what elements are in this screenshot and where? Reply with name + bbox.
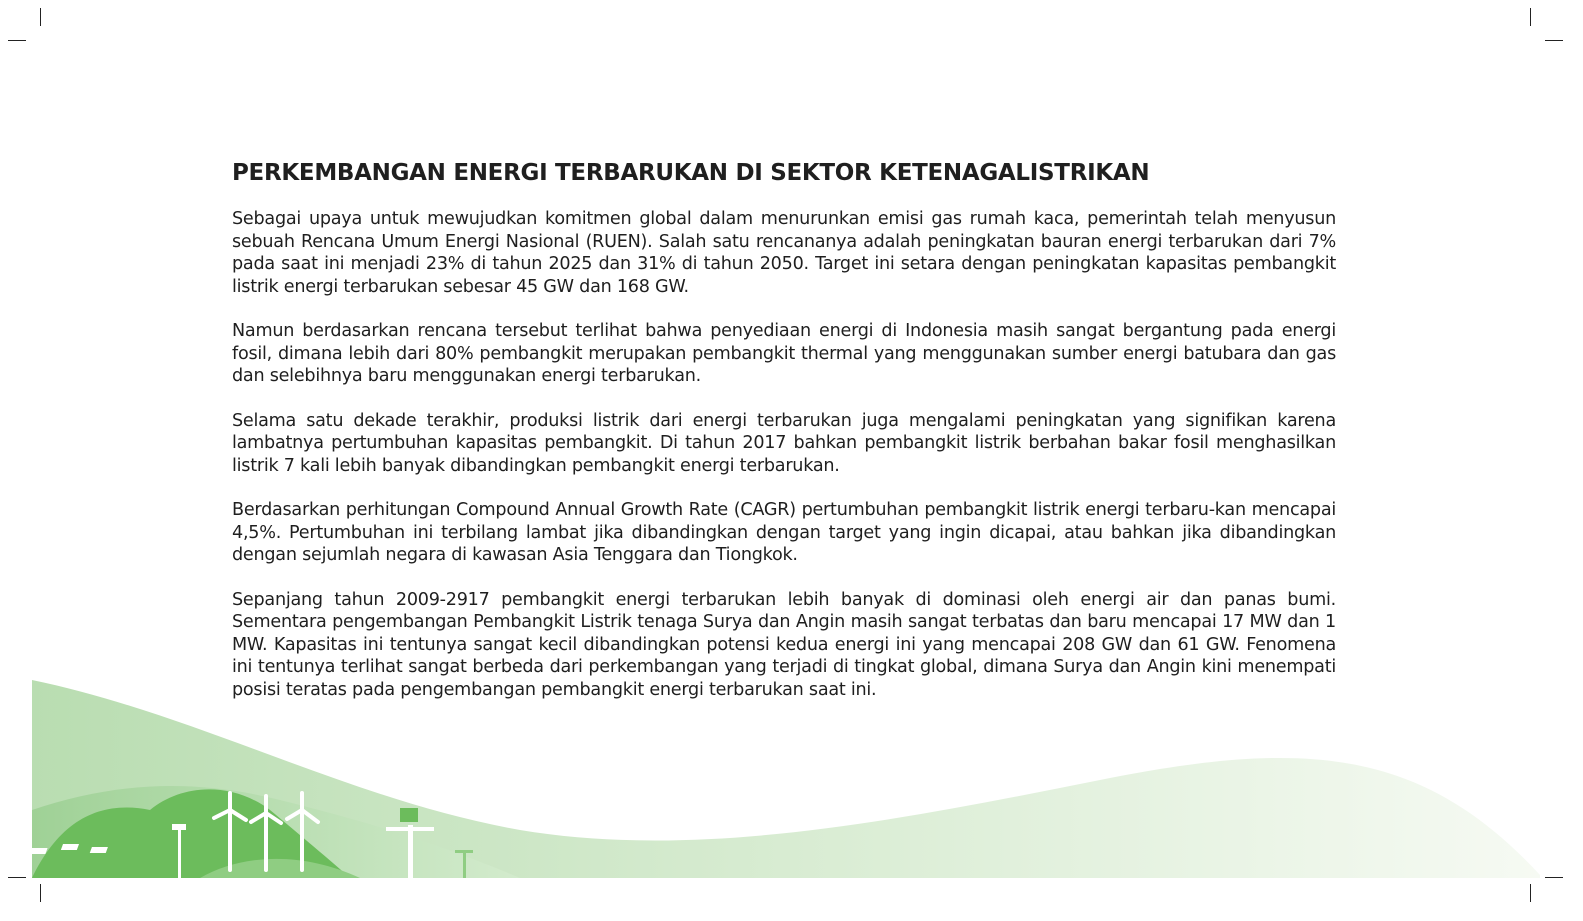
article [232, 160, 1336, 723]
crop-mark [8, 40, 26, 41]
crop-mark [1530, 8, 1531, 26]
paragraph: Berdasarkan perhitungan Compound Annual Growth Rate (CAGR) pertumbuhan pembangkit listrik energi terbaru-kan mencapai 4,5%. Pertumbuhan ini terbilang lambat jika dibandingkan dengan target yang ingin dicapai, atau bahkan jika dibandingkan dengan sejumlah negara di kawasan Asia Tenggara dan Tiongkok. [232, 500, 1336, 565]
crop-mark [1545, 40, 1563, 41]
paragraph: Sebagai upaya untuk mewujudkan komitmen global dalam menurunkan emisi gas rumah kaca, pemerintah telah menyusun sebuah Rencana Umum Energi Nasional (RUEN). Salah satu rencananya adalah peningkatan bauran energi terbarukan dari 7% pada saat ini menjadi 23% di tahun 2025 dan 31% di tahun 2050. Target ini setara dengan peningkatan kapasitas pembangkit listrik energi terbarukan sebesar 45 GW dan 168 GW. [232, 209, 1336, 297]
page-title: PERKEMBANGAN ENERGI TERBARUKAN DI SEKTOR KETENAGALISTRIKAN [232, 160, 1150, 186]
paragraph: Namun berdasarkan rencana tersebut terlihat bahwa penyediaan energi di Indonesia masih sangat bergantung pada energi fosil, dimana lebih dari 80% pembangkit merupakan pembangkit thermal yang menggunakan sumber energi batubara dan gas dan selebihnya baru menggunakan energi terbarukan. [232, 321, 1336, 386]
paragraph: Selama satu dekade terakhir, produksi listrik dari energi terbarukan juga mengalami peningkatan yang signifikan karena lambatnya pertumbuhan kapasitas pembangkit. Di tahun 2017 bahkan pembangkit listrik berbahan bakar fosil menghasilkan listrik 7 kali lebih banyak dibandingkan pembangkit energi terbarukan. [232, 410, 1336, 476]
crop-mark [40, 8, 41, 26]
paragraph: Sepanjang tahun 2009-2917 pembangkit energi terbarukan lebih banyak di dominasi oleh energi air dan panas bumi. Sementara pengembangan Pembangkit Listrik tenaga Surya dan Angin masih sangat terbatas dan baru mencapai 17 MW dan 1 MW. Kapasitas ini tentunya sangat kecil dibandingkan potensi kedua energi ini yang mencapai 208 GW dan 61 GW. Fenomena ini tentunya terlihat sangat berbeda dari perkembangan yang terjadi di tingkat global, dimana Surya dan Angin kini menempati posisi teratas pada pengembangan pembangkit energi terbarukan saat ini. [232, 589, 1336, 700]
